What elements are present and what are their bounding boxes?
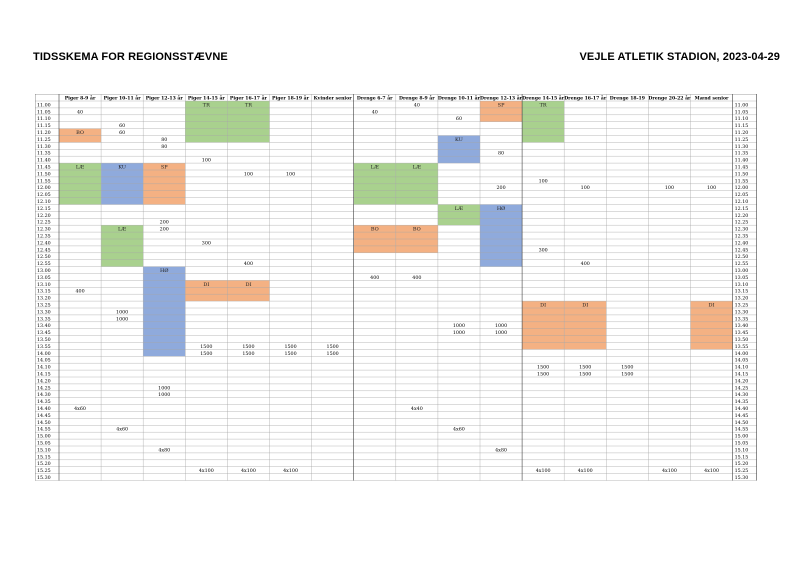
event-entry: 4x100: [704, 469, 720, 475]
event-block-HØ: [480, 205, 522, 267]
time-label-left: 11.35: [37, 151, 51, 157]
event-block-HØ: [143, 267, 185, 357]
column-header: Drenge 8-9 år: [398, 96, 435, 102]
time-label-right: 12.40: [734, 241, 749, 247]
event-entry: 1500: [326, 351, 339, 357]
event-entry: 1500: [537, 365, 550, 371]
event-block-label: DI: [582, 302, 589, 309]
event-entry: 60: [119, 124, 126, 130]
event-entry: 100: [201, 158, 211, 164]
event-entry: 40: [76, 110, 84, 116]
event-entry: 40: [413, 103, 420, 109]
event-entry: 1500: [200, 351, 213, 357]
event-entry: 60: [119, 131, 126, 136]
event-entry: 1500: [579, 365, 592, 371]
time-label-left: 12.35: [37, 234, 51, 240]
time-label-right: 11.45: [734, 165, 749, 171]
time-label-right: 11.10: [734, 117, 749, 123]
event-entry: 1000: [158, 386, 171, 392]
time-label-left: 13.40: [37, 324, 51, 330]
time-label-right: 13.00: [734, 269, 749, 274]
event-entry: 4x100: [535, 469, 551, 475]
event-entry: 1500: [242, 351, 255, 357]
column-header: Piger 12-13 år: [145, 96, 183, 102]
time-label-right: 15.15: [734, 455, 749, 461]
column-header: Drenge 16-17 år: [564, 96, 607, 102]
time-label-right: 15.25: [734, 469, 749, 475]
event-entry: 100: [243, 172, 254, 178]
event-entry: 100: [285, 172, 296, 178]
time-label-left: 11.40: [37, 158, 51, 164]
event-block-label: DI: [540, 302, 547, 309]
time-label-right: 14.30: [734, 393, 749, 399]
event-block-label: TR: [539, 102, 547, 109]
event-entry: 80: [497, 151, 505, 157]
time-label-left: 15.20: [37, 462, 51, 468]
time-label-right: 11.55: [734, 179, 749, 185]
event-block-label: HØ: [160, 268, 169, 274]
time-label-left: 13.50: [37, 338, 51, 343]
event-entry: 80: [161, 137, 168, 143]
time-label-left: 13.20: [37, 296, 51, 302]
time-label-right: 15.00: [734, 434, 749, 440]
time-label-right: 15.05: [734, 441, 749, 447]
column-header: Piger 14-15 år: [187, 96, 225, 102]
time-label-left: 12.50: [37, 255, 51, 261]
time-label-left: 15.05: [37, 441, 51, 447]
time-label-right: 12.15: [734, 206, 749, 212]
event-entry: 1500: [326, 344, 339, 350]
time-label-left: 12.25: [37, 220, 51, 226]
time-label-left: 12.10: [37, 200, 51, 205]
event-block-label: DI: [245, 281, 252, 288]
time-label-right: 13.05: [734, 275, 749, 281]
event-entry: 4x100: [198, 469, 214, 475]
column-header: Kvinder senior: [313, 96, 352, 102]
time-label-right: 14.50: [734, 420, 749, 426]
event-entry: 1000: [494, 331, 508, 337]
event-block-label: BO: [370, 226, 379, 233]
time-label-right: 14.20: [734, 379, 749, 385]
time-label-right: 12.05: [734, 193, 749, 199]
event-block-label: TR: [244, 102, 253, 109]
event-entry: 4x80: [495, 448, 507, 454]
time-label-right: 11.00: [734, 103, 749, 109]
time-label-left: 12.30: [37, 227, 51, 233]
time-label-left: 13.00: [37, 269, 51, 274]
time-label-left: 11.30: [37, 144, 51, 150]
schedule-grid: [35, 94, 765, 487]
time-label-right: 12.35: [734, 234, 749, 240]
event-entry: 300: [201, 241, 211, 247]
event-entry: 200: [496, 186, 506, 192]
time-label-right: 13.50: [734, 338, 749, 343]
event-entry: 60: [455, 117, 463, 123]
time-label-left: 14.10: [37, 365, 51, 371]
time-label-left: 14.35: [37, 400, 51, 406]
event-entry: 1000: [452, 331, 466, 337]
event-entry: 1500: [200, 344, 213, 350]
event-entry: 1000: [116, 310, 129, 316]
venue-date: VEJLE ATLETIK STADION, 2023-04-29: [579, 51, 780, 63]
event-block-label: LÆ: [454, 205, 464, 212]
time-label-right: 12.20: [734, 213, 749, 219]
time-label-right: 12.30: [734, 227, 749, 233]
event-entry: 4x100: [661, 469, 677, 475]
time-label-left: 11.05: [37, 110, 51, 116]
event-entry: 1500: [537, 372, 550, 378]
time-label-left: 12.05: [37, 193, 51, 199]
time-label-right: 14.35: [734, 400, 749, 406]
time-label-right: 11.30: [734, 144, 749, 150]
time-label-left: 12.20: [37, 213, 51, 219]
time-label-left: 14.00: [37, 351, 51, 357]
time-label-left: 11.45: [37, 165, 51, 171]
event-entry: 400: [412, 275, 422, 281]
event-entry: 1500: [621, 365, 634, 371]
time-label-left: 15.15: [37, 455, 51, 461]
event-entry: 4x100: [577, 469, 593, 475]
event-entry: 4x100: [283, 469, 299, 475]
time-label-right: 13.35: [734, 317, 749, 323]
event-entry: 400: [580, 262, 590, 268]
time-label-left: 15.30: [37, 476, 51, 481]
event-block-label: LÆ: [75, 164, 85, 171]
column-header: Drenge 20-22 år: [648, 96, 691, 102]
time-label-right: 13.25: [734, 303, 749, 309]
event-entry: 100: [664, 186, 675, 192]
time-label-right: 14.00: [734, 351, 749, 357]
column-header: Drenge 10-11 år: [437, 96, 480, 102]
time-label-left: 13.55: [37, 344, 51, 350]
column-header: Piger 10-11 år: [103, 96, 141, 102]
event-entry: 1500: [621, 372, 634, 378]
time-label-right: 14.05: [734, 358, 749, 364]
event-entry: 400: [370, 275, 380, 281]
time-label-left: 13.15: [37, 289, 51, 295]
column-header: Drenge 14-15 år: [522, 96, 565, 102]
time-label-right: 13.30: [734, 310, 749, 316]
time-label-left: 12.40: [37, 241, 51, 247]
time-label-right: 11.20: [734, 131, 749, 136]
event-entry: 4x60: [453, 427, 465, 433]
event-entry: 1500: [242, 344, 255, 350]
time-label-left: 14.50: [37, 420, 51, 426]
time-label-left: 13.25: [37, 303, 51, 309]
time-label-left: 11.00: [37, 103, 51, 109]
event-entry: 4x60: [74, 407, 86, 412]
event-block-label: LÆ: [412, 164, 422, 171]
column-header: Piger 18-19 år: [272, 96, 310, 102]
time-label-right: 11.25: [734, 137, 749, 143]
event-block-label: SP: [160, 164, 168, 171]
event-entry: 100: [580, 186, 590, 192]
column-header: Drenge 12-13 år: [480, 96, 523, 102]
time-label-left: 14.15: [37, 372, 51, 378]
column-header: Drenge 6-7 år: [356, 96, 393, 102]
event-block-label: TR: [202, 102, 210, 109]
time-label-left: 11.55: [37, 179, 51, 185]
time-label-right: 12.45: [734, 248, 749, 254]
column-header: Mænd senior: [694, 96, 729, 102]
time-label-right: 13.45: [734, 331, 749, 337]
time-label-left: 13.35: [37, 317, 51, 323]
time-label-right: 14.40: [734, 407, 749, 412]
event-block-label: DI: [708, 302, 715, 309]
event-entry: 1000: [452, 324, 466, 330]
event-block-label: KU: [455, 136, 463, 143]
time-label-right: 11.35: [734, 151, 749, 157]
time-label-right: 14.10: [734, 365, 749, 371]
time-label-right: 13.10: [734, 282, 749, 288]
time-label-right: 14.55: [734, 427, 749, 433]
event-entry: 400: [75, 289, 85, 295]
event-entry: 4x100: [240, 469, 256, 475]
event-block-label: LÆ: [370, 164, 379, 171]
time-label-right: 11.05: [734, 110, 749, 116]
page-title: TIDSSKEMA FOR REGIONSSTÆVNE: [33, 51, 228, 63]
event-entry: 1500: [284, 344, 297, 350]
time-label-left: 11.20: [37, 131, 51, 136]
time-label-right: 14.45: [734, 413, 749, 419]
event-block-label: KU: [118, 164, 127, 171]
time-label-left: 11.25: [37, 137, 51, 143]
time-label-right: 13.55: [734, 344, 749, 350]
event-block-label: BO: [76, 130, 84, 136]
event-entry: 1000: [494, 324, 508, 330]
time-label-left: 11.10: [37, 117, 51, 123]
time-label-right: 13.20: [734, 296, 749, 302]
event-block-label: LÆ: [117, 226, 127, 233]
time-label-left: 12.00: [37, 186, 51, 192]
time-label-right: 11.40: [734, 158, 749, 164]
event-block-label: DI: [203, 281, 210, 288]
event-block-label: SP: [497, 102, 505, 109]
event-entry: 40: [371, 110, 378, 116]
time-label-left: 15.25: [37, 469, 51, 475]
time-label-left: 13.05: [37, 275, 51, 281]
time-label-left: 11.15: [37, 124, 51, 130]
time-label-left: 14.05: [37, 358, 51, 364]
time-label-right: 13.40: [734, 324, 749, 330]
time-label-left: 14.55: [37, 427, 51, 433]
time-label-left: 14.30: [37, 393, 51, 399]
time-label-right: 11.50: [734, 172, 749, 178]
time-label-right: 15.30: [734, 476, 749, 481]
time-label-right: 15.20: [734, 462, 749, 468]
time-label-right: 14.25: [734, 386, 749, 392]
event-entry: 200: [159, 220, 169, 226]
time-label-left: 12.45: [37, 248, 51, 254]
event-entry: 100: [538, 179, 548, 185]
time-label-left: 11.50: [37, 172, 51, 178]
event-entry: 1500: [579, 372, 592, 378]
time-label-left: 13.10: [37, 282, 51, 288]
time-label-left: 12.55: [37, 262, 51, 268]
time-label-left: 14.40: [37, 407, 51, 412]
column-header: Drenge 18-19: [609, 96, 645, 102]
time-label-left: 14.45: [37, 413, 51, 419]
time-label-left: 15.10: [37, 448, 51, 454]
column-header: Piger 16-17 år: [229, 96, 267, 102]
event-entry: 100: [706, 186, 717, 192]
event-entry: 400: [243, 262, 254, 268]
time-label-right: 11.15: [734, 124, 749, 130]
column-header: Piger 8-9 år: [64, 96, 96, 102]
event-entry: 1000: [158, 393, 171, 399]
event-entry: 200: [159, 227, 169, 233]
time-label-right: 12.10: [734, 200, 749, 205]
event-entry: 4x60: [116, 427, 129, 433]
time-label-left: 13.45: [37, 331, 51, 337]
event-block-label: HØ: [496, 205, 506, 212]
time-label-right: 15.10: [734, 448, 749, 454]
event-block-label: BO: [412, 226, 421, 233]
time-label-left: 13.30: [37, 310, 51, 316]
event-entry: 80: [161, 144, 168, 150]
event-entry: 4x80: [158, 448, 171, 454]
time-label-left: 14.25: [37, 386, 51, 392]
time-label-right: 12.00: [734, 186, 749, 192]
time-label-right: 14.15: [734, 372, 749, 378]
event-entry: 300: [538, 248, 548, 254]
time-label-left: 12.15: [37, 206, 51, 212]
time-label-right: 12.55: [734, 262, 749, 268]
time-label-left: 15.00: [37, 434, 51, 440]
event-entry: 1000: [116, 317, 129, 323]
time-label-right: 12.50: [734, 255, 749, 261]
time-label-left: 14.20: [37, 379, 51, 385]
time-label-right: 12.25: [734, 220, 749, 226]
event-entry: 4x40: [410, 407, 423, 412]
time-label-right: 13.15: [734, 289, 749, 295]
event-entry: 1500: [284, 351, 297, 357]
